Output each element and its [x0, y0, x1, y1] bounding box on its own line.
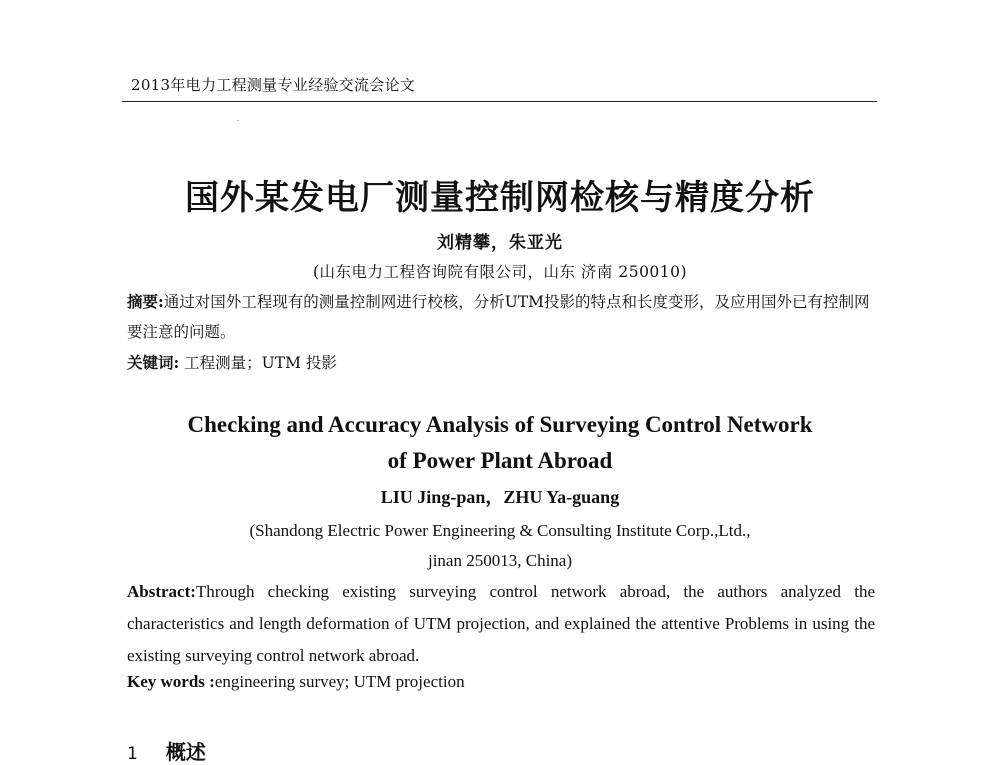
- section-title: 概述: [165, 740, 206, 764]
- paper-title-en: [0, 407, 1000, 479]
- paper-title-en-line2: of Power Plant Abroad: [387, 448, 613, 473]
- keywords-en: [127, 672, 465, 692]
- section-number: 1: [127, 744, 138, 764]
- keywords-cn-text: 工程测量；UTM 投影: [179, 354, 337, 372]
- abstract-en-text: Through checking existing surveying control network abroad, the authors analyzed the characteristics and length deformation of UTM projection, and explained the attentive Problems in using the existing surveying control network abroad.: [127, 582, 875, 665]
- abstract-cn-text: 通过对国外工程现有的测量控制网进行校核，分析UTM投影的特点和长度变形，及应用国外已有控制网要注意的问题。: [127, 293, 870, 341]
- affiliation-cn: (山东电力工程咨询院有限公司，山东 济南 250010): [312, 263, 688, 281]
- authors-cn: 刘精攀，朱亚光: [437, 233, 563, 253]
- keywords-cn-label: 关键词:: [127, 353, 180, 372]
- abstract-cn: [127, 287, 879, 347]
- affiliation-en-line2: jinan 250013, China): [427, 551, 572, 570]
- header-rule: [122, 101, 877, 102]
- keywords-cn: [127, 348, 879, 378]
- keywords-en-label: Key words :: [127, 672, 215, 691]
- keywords-en-text: engineering survey; UTM projection: [214, 672, 465, 691]
- paper-title-en-line1: Checking and Accuracy Analysis of Surveying Control Network: [187, 412, 813, 437]
- paper-title-cn: 国外某发电厂测量控制网检核与精度分析: [185, 178, 815, 218]
- abstract-en: [127, 576, 875, 672]
- authors-en: LIU Jing-pan，ZHU Ya-guang: [380, 487, 620, 507]
- abstract-cn-label: 摘要:: [127, 292, 164, 311]
- running-header: 2013年电力工程测量专业经验交流会论文: [131, 76, 416, 94]
- scan-speck: [237, 120, 239, 121]
- affiliation-en-line1: (Shandong Electric Power Engineering & Consulting Institute Corp.,Ltd.,: [249, 521, 751, 540]
- affiliation-en: [0, 516, 1000, 576]
- abstract-en-label: Abstract:: [127, 582, 196, 601]
